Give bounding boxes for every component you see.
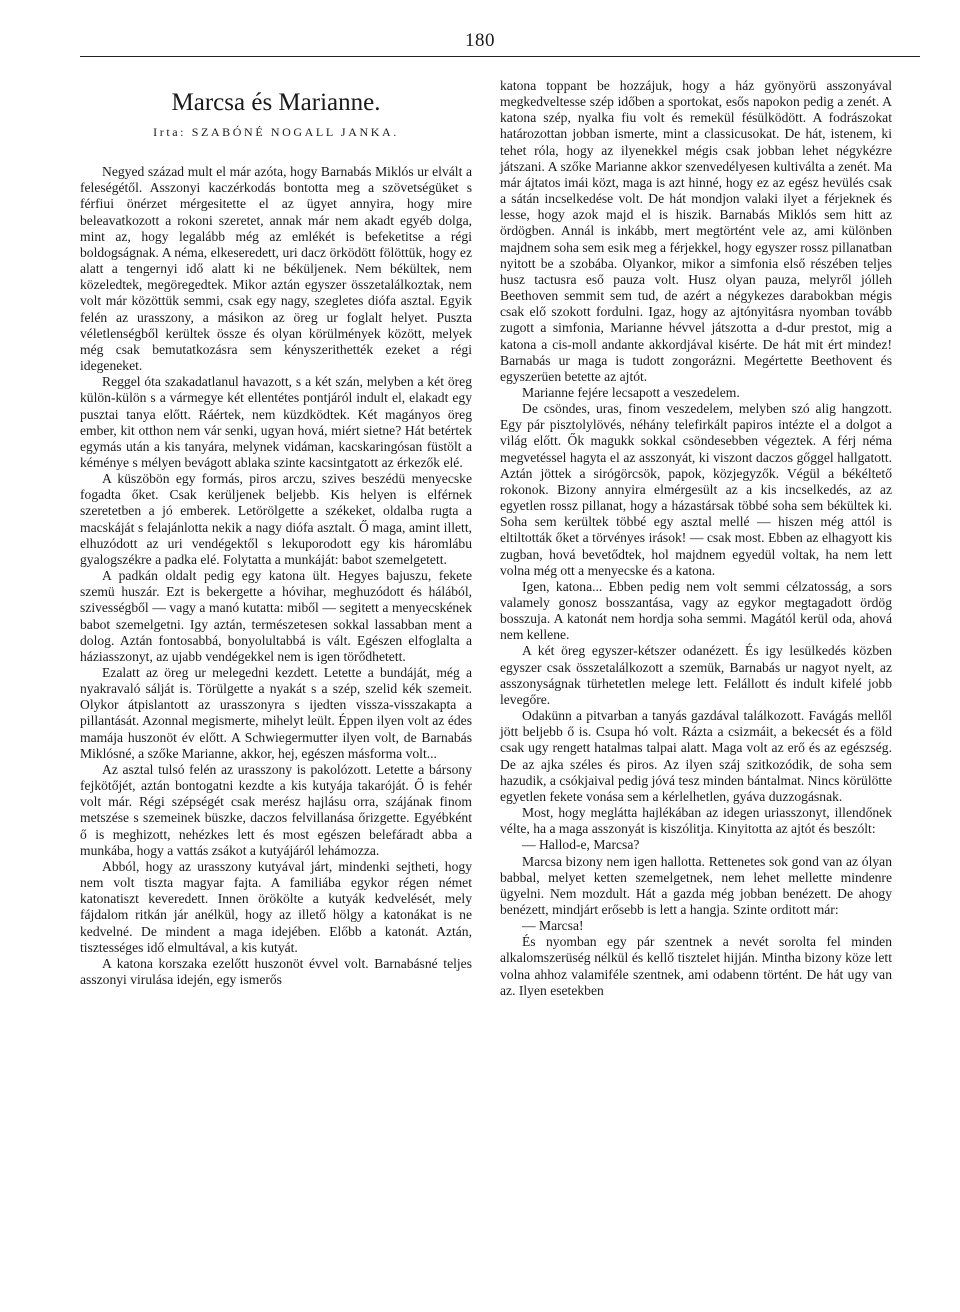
dialogue-line: — Hallod-e, Marcsa? [522, 837, 640, 853]
paragraph: Most, hogy meglátta hajlékában az idegen uriasszonyt, illendőnek vélte, ha a maga asszonyát is kiszólitja. Kinyitotta az ajtót és beszólt: [500, 805, 892, 837]
article-title: Marcsa és Marianne. [171, 89, 381, 116]
left-column [80, 62, 472, 988]
paragraph: Reggel óta szakadatlanul havazott, s a két szán, melyben a két öreg külön-külön s a vármegye két ellentétes pontjáról indult el, elakadt egy pusztai tanya előtt. Ráértek, nem küzdködtek. Két magányos öreg ember, kit otthon nem vár senki, ugyan hová, miért sietne? Hát betértek egymás után a kis tanyára, melynek vidáman, kacskaringósan füstölt a kéménye s mélyen bevágott ablaka szinte kacsintgatott az érkezők elé. [80, 374, 472, 470]
header-rule [80, 56, 920, 57]
paragraph: A padkán oldalt pedig egy katona ült. Hegyes bajuszu, fekete szemü huszár. Ezt is bekergette a hóvihar, meghuzódott és hálából, szivességből — vagy a manó kutatta: miből — segitett a menyecskének babot szemelgetni. Igy aztán, természetesen sokkal lassabban ment a dolog. Aztán fontosabbá, bonyolultabbá is vált. Egészen elfoglalta a háziasszonyt, az ujabb vendégekkel nem is igen törődhetett. [80, 568, 472, 664]
paragraph: Negyed század mult el már azóta, hogy Barnabás Miklós ur elvált a feleségétől. Asszonyi kaczérkodás bontotta meg a szövetségüket s férfiui önérzet mérgesitette el az ügyet annyira, hogy mire beleavatkozott a rokoni szeretet, annak már nem akadt egyéb dolga, mint az, hogy legalább még az emlékét is befeketitse a régi boldogságnak. A néma, elkeseredett, uri dacz örködött fölöttük, hogy ez alatt a tengernyi idő alatt ki ne béküljenek. Nem békültek, nem közeledtek, megöregedtek. Mikor aztán egyszer összetalálkoztak, nem volt már közöttük semmi, csak egy nagy, szegletes diófa asztal. Egyik felén az urasszony, a másikon az öreg ur foglalt helyet. Puszta véletlenségből kerültek össze és olyan körülmények között, melyek még csak bemutatkozásra sem kényszerithették ezeket a régi idegeneket. [80, 164, 472, 374]
paragraph: Abból, hogy az urasszony kutyával járt, mindenki sejtheti, hogy nem volt tiszta magyar fajta. A familiába egykor régen német katonatiszt keveredett. Innen örökölte a kutyák kedvelését, mely fájdalom ritkán jár anélkül, hogy az illető hölgy a katonákat is ne kedvelné. De mindent a maga idejében. Előbb a katonát. Aztán, tisztességes idő elmultával, a kis kutyát. [80, 858, 472, 955]
paragraph: Odakünn a pitvarban a tanyás gazdával találkozott. Favágás mellől jött beljebb ő is. Csupa hó volt. Rázta a csizmáit, a bekecsét és a föld csak ugy rengett hatalmas talpai alatt. Maga volt az erő és az egészség. De az ajka széles és piros. Az ilyen száj szitkozódik, de soha sem hazudik, a csókjaival pedig jóvá tesz minden bántalmat. Nincs körülötte egyetlen fekete vonása sem a kérlelhetlen, gyáva duzzogásnak. [500, 708, 892, 804]
paragraph: A két öreg egyszer-kétszer odanézett. És igy lesülkedés közben egyszer csak összetalálkozott a szemük, Barnabás ur nagyot nyelt, az asszonyságnak türhetetlen melege lett. Felállott és indult kifelé jobb levegőre. [500, 643, 892, 707]
paragraph: A katona korszaka ezelőtt huszonöt évvel volt. Barnabásné teljes asszonyi virulása idején, egy ismerős [80, 955, 472, 987]
title-block [80, 88, 472, 140]
paragraph: Igen, katona... Ebben pedig nem volt semmi célzatosság, a sors valamely gonosz bosszantása, vagy az egykor megtagadott ördög bosszuja. A katonát nem hordja soha semmi. Magától kerül oda, ahová nem kellene. [500, 578, 892, 643]
right-column [500, 78, 892, 999]
article-byline: Irta: SZABÓNÉ NOGALL JANKA. [153, 125, 399, 139]
page-number: 180 [465, 30, 495, 51]
paragraph: De csöndes, uras, finom veszedelem, melyben szó alig hangzott. Egy pár pisztolylövés, néhány telefirkált papiros intézte el a dolgot a világ előtt. Ők magukk sokkal csöndesebben végeztek. A férj néma megvetéssel hagyta el az asszonyát, ki viszont daczos gőggel hallgatott. Aztán jöttek a sirógörcsök, papok, közjegyzők. Végül a békéltető rokonok. Bizony annyira elmérgesült az a kis incselkedés, az az egyetlen rossz pillanat, hogy a házastársak többé soha sem békültek ki. Soha sem kerültek többé egy asztal mellé — hiszen még attól is eltiltották őket a törvényes irások! — csak most. Ebben az elhagyott kis zugban, hová bevetődtek, hol majdnem egyedül voltak, ha nem lett volna még ott a menyecske és a katona. [500, 401, 892, 578]
paragraph: Az asztal tulsó felén az urasszony is pakolózott. Letette a bársony fejkötőjét, aztán bontogatni kezdte a kis kutyája takaróját. Ő is fehér volt már. Régi szépségét csak merész hajlásu orra, szájának finom metszése s szemeinek büszke, daczos felvillanása őrizgette. Egyébként ő is meghizott, nehézkes lett és most egészen belefáradt abba a munkába, hogy a vattás zsákot a kutyájáról lehámozza. [80, 761, 472, 858]
paragraph: Marcsa bizony nem igen hallotta. Rettenetes sok gond van az ólyan babbal, melyet ketten szemelgetnek, nem lehet mellette mindenre ügyelni. Nem mozdult. Hát a gazda még jobban benézett. De ahogy benézett, mindjárt erősebb is lett a hangja. Szinte orditott már: [500, 853, 892, 917]
paragraph: És nyomban egy pár szentnek a nevét sorolta fel minden alkalomszerüség nélkül és kellő tisztelet hijján. Mintha bizony köze lett volna ahhoz valamiféle szentnek, ami odabenn történt. De hát ugy van az. Ilyen esetekben [500, 934, 892, 998]
paragraph: A küszöbön egy formás, piros arczu, szives beszédü menyecske fogadta őket. Csak kerüljenek beljebb. Kis helyen is elférnek szeretetben a jó emberek. Letörölgette a székeket, oldalba rugta a macskáját s felajánlotta nekik a nagy diófa asztalt. Ő maga, amint illett, elhuzódott az uri vendégektől s lekuporodott egy kis háromlábu gyalogszékre a padka elé. Folytatta a munkáját: babot szemelgetett. [80, 471, 472, 567]
paragraph: Marianne fejére lecsapott a veszedelem. [522, 384, 740, 400]
paragraph-continuation: katona toppant be hozzájuk, hogy a ház gyönyörü asszonyával megkedveltesse szép időben a sportokat, esős napokon pedig a zenét. A katona szép, nyalka fiu volt és remekül fésülködött. A fodrászokat határozottan jobban ismerte, mint a classicusokat. De hát, istenem, ki tehet róla, hogy az ilyenekkel mégis csak jobban lehet négykézre játszani. A szőke Marianne akkor szenvedélyesen kultiválta a zenét. Ma már ájtatos imái közt, maga is azt hinné, hogy ez az egész hevülés csak a sátán incselkedése volt. De hát mondjon valaki ilyet a férjeknek és lesse, hogy azok majd el is hiszik. Barnabás Miklós sem hitt az ördögben. Annál is inkább, mert megtörtént vele az, ami különben majdnem soha sem esik meg a férjekkel, hogy egyszer rossz pillanatban nyitott be a szobába. Olyankor, mikor a simfonia első részében teljes husz tactusra eső pauza volt. Husz olyan pauza, melyről jólleh Beethoven semmit sem tud, de azért a négykezes darabokban mégis csak elő szokott fordulni. Igaz, hogy az ajtónyitásra nyomban tovább zugott a simfonia, Marianne hévvel játszotta a d-dur prestot, mig a katona a cis-moll andante akkordjával kisérte. De hát mit ért mindez! Barnabás ur maga is tudott zongorázni. Megértette Beethovent és egyszerüen betette az ajtót. [500, 78, 892, 384]
dialogue-line: — Marcsa! [522, 918, 584, 934]
paragraph: Ezalatt az öreg ur melegedni kezdett. Letette a bundáját, még a nyakravaló sálját is. Törülgette a nyakát s a szép, szelid kék szemeit. Olykor átpislantott az urasszonyra s ijedten vissza-visszakapta a pillantását. Azonnal megismerte, mihelyt leült. Éppen ilyen volt az édes mamája huszonöt év előtt. A Schwiegermutter ilyen volt, de Barnabás Miklósné, a szőke Marianne, akkor, hej, egészen másforma volt... [80, 665, 472, 761]
